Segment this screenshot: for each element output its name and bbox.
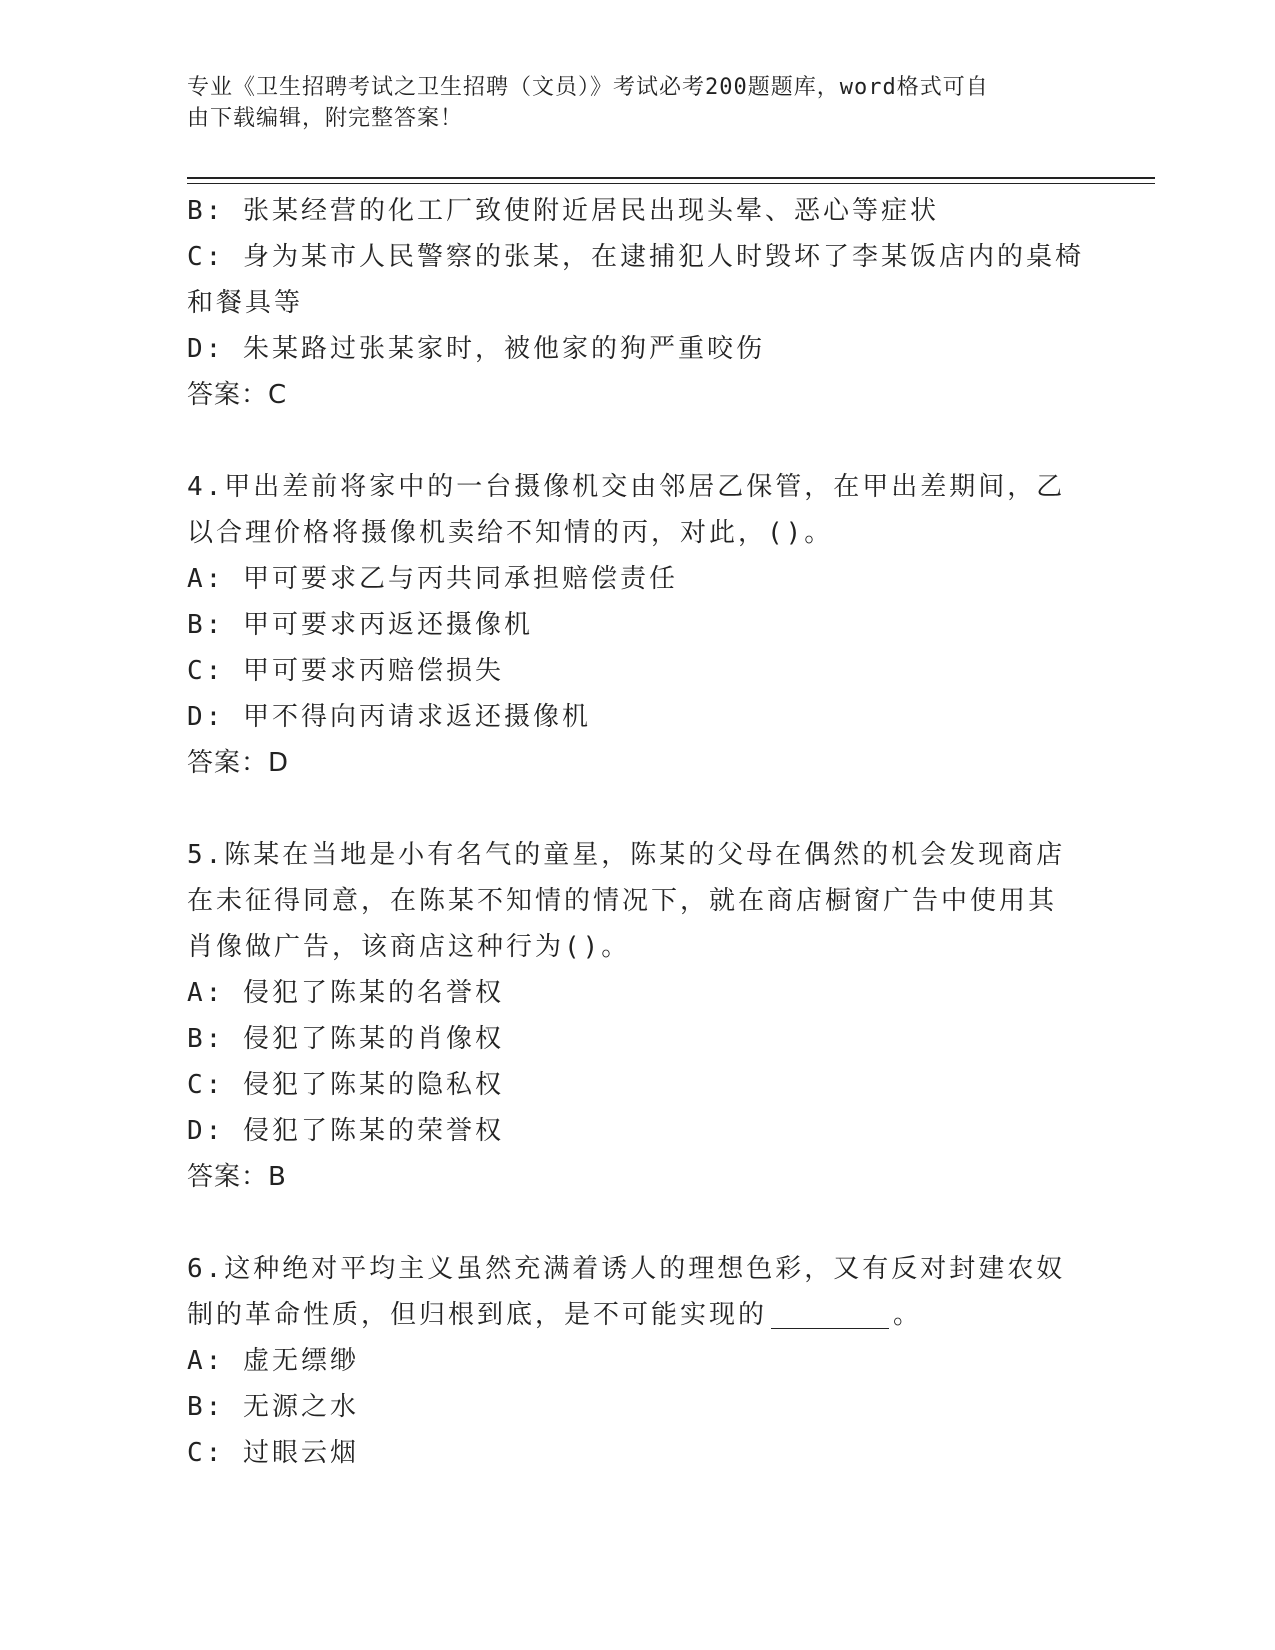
option-a: A: 侵犯了陈某的名誉权 xyxy=(187,978,504,1008)
fill-in-blank xyxy=(771,1298,889,1329)
header-line-2: 由下载编辑，附完整答案！ xyxy=(187,106,464,131)
option-b: B: 无源之水 xyxy=(187,1392,359,1422)
header-line-1: 专业《卫生招聘考试之卫生招聘（文员）》考试必考200题题库，word格式可自 xyxy=(187,75,989,100)
document-header xyxy=(187,72,1067,134)
option-d: D: 侵犯了陈某的荣誉权 xyxy=(187,1116,504,1146)
question-stem-line-1: 4.甲出差前将家中的一台摄像机交由邻居乙保管，在甲出差期间，乙 xyxy=(187,472,1066,502)
option-c: C: 侵犯了陈某的隐私权 xyxy=(187,1070,504,1100)
option-b: B: 甲可要求丙返还摄像机 xyxy=(187,610,533,640)
question-stem-text: 制的革命性质，但归根到底，是不可能实现的 xyxy=(187,1300,768,1330)
question-stem-end: 。 xyxy=(893,1300,923,1330)
question-4 xyxy=(187,464,1087,786)
option-b: B: 张某经营的化工厂致使附近居民出现头晕、恶心等症状 xyxy=(187,196,939,226)
header-rule-thin xyxy=(187,183,1155,184)
answer: 答案：D xyxy=(187,748,290,778)
question-5 xyxy=(187,832,1087,1200)
option-c: C: 甲可要求丙赔偿损失 xyxy=(187,656,504,686)
option-a: A: 甲可要求乙与丙共同承担赔偿责任 xyxy=(187,564,678,594)
header-rule-thick xyxy=(187,177,1155,179)
question-stem-line-3: 肖像做广告，该商店这种行为()。 xyxy=(187,932,631,962)
option-b: B: 侵犯了陈某的肖像权 xyxy=(187,1024,504,1054)
option-d: D: 甲不得向丙请求返还摄像机 xyxy=(187,702,591,732)
option-c: C: 过眼云烟 xyxy=(187,1438,359,1468)
question-stem-line-1: 5.陈某在当地是小有名气的童星，陈某的父母在偶然的机会发现商店 xyxy=(187,840,1066,870)
document-body xyxy=(187,188,1087,1476)
option-a: A: 虚无缥缈 xyxy=(187,1346,359,1376)
question-3-tail xyxy=(187,188,1087,418)
question-stem-line-2: 以合理价格将摄像机卖给不知情的丙，对此，()。 xyxy=(187,518,834,548)
option-c-line-2: 和餐具等 xyxy=(187,288,304,318)
question-stem-line-2 xyxy=(187,1292,1087,1338)
question-6 xyxy=(187,1246,1087,1476)
answer: 答案：B xyxy=(187,1162,287,1192)
question-stem-line-1: 6.这种绝对平均主义虽然充满着诱人的理想色彩，又有反对封建农奴 xyxy=(187,1254,1066,1284)
question-stem-line-2: 在未征得同意，在陈某不知情的情况下，就在商店橱窗广告中使用其 xyxy=(187,886,1058,916)
option-c-line-1: C: 身为某市人民警察的张某，在逮捕犯人时毁坏了李某饭店内的桌椅 xyxy=(187,242,1084,272)
option-d: D: 朱某路过张某家时，被他家的狗严重咬伤 xyxy=(187,334,765,364)
answer: 答案：C xyxy=(187,380,288,410)
